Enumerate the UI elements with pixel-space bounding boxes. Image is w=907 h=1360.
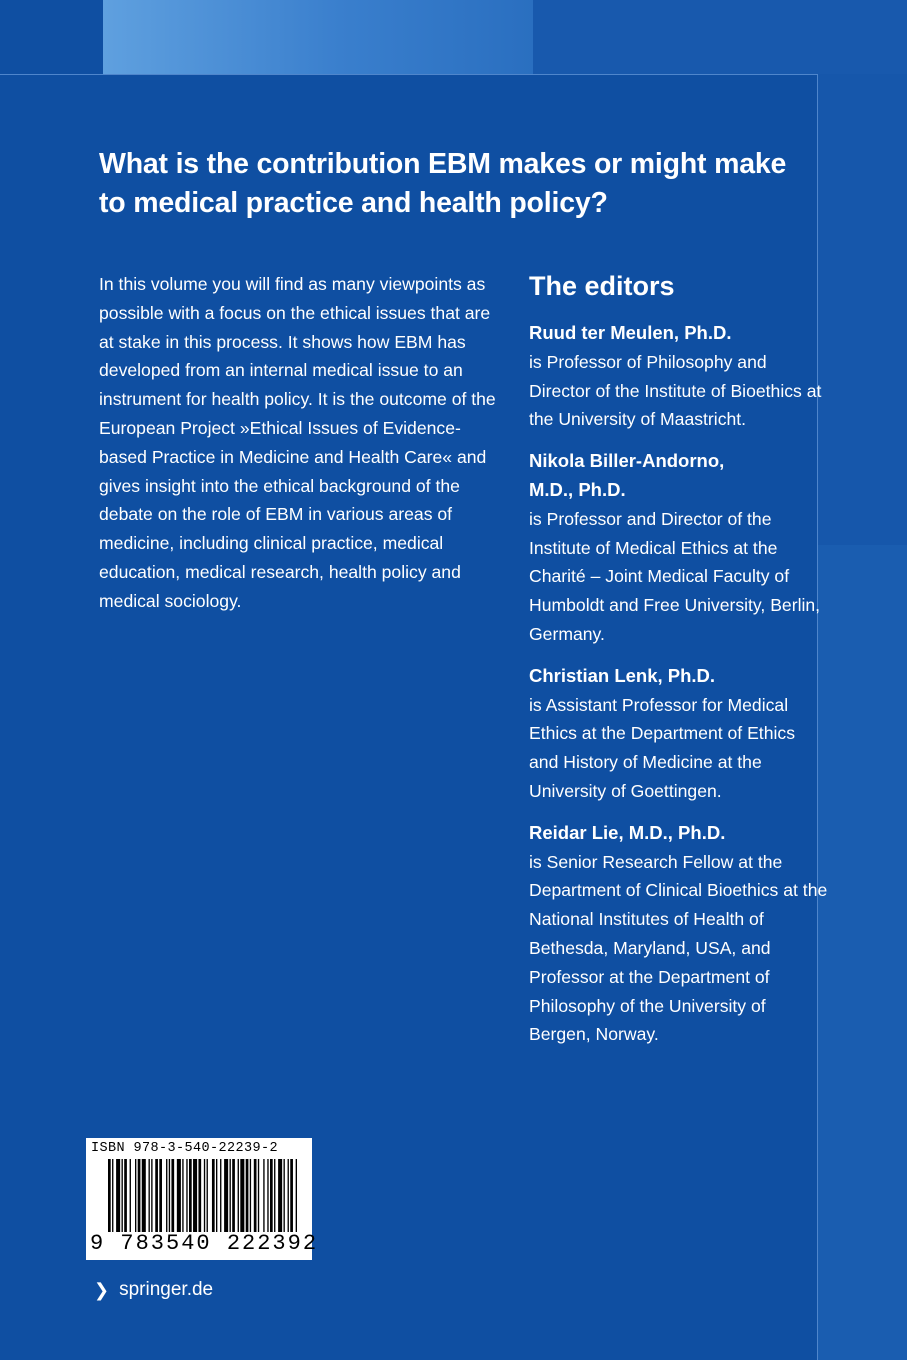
barcode-bar (116, 1159, 120, 1232)
barcode-bar (274, 1159, 275, 1232)
barcode-bar (250, 1159, 251, 1232)
editor-entry (529, 662, 829, 806)
barcode-bar (267, 1159, 268, 1232)
barcode-bar (232, 1159, 235, 1232)
isbn-barcode (86, 1138, 319, 1260)
editor-bio: is Professor of Philosophy and Director of the Institute of Bioethics at the University of Maastricht. (529, 351, 822, 430)
barcode-bar (124, 1159, 127, 1232)
barcode-bar (284, 1159, 285, 1232)
right-edge-band-lower (818, 545, 907, 1360)
barcode-bar (142, 1159, 146, 1232)
barcode-bar (151, 1159, 152, 1232)
barcode-bar (246, 1159, 249, 1232)
barcode-bar (278, 1159, 282, 1232)
editors-section (529, 268, 829, 1062)
editor-bio: is Assistant Professor for Medical Ethics at the Department of Ethics and History of Medicine at the University of Goettingen. (529, 694, 795, 801)
barcode-bar (135, 1159, 136, 1232)
top-light-band (103, 0, 533, 74)
barcode-digits: 9 783540 222392 (90, 1231, 319, 1256)
barcode-bar (288, 1159, 289, 1232)
barcode-bar (254, 1159, 257, 1232)
barcode-bar (263, 1159, 264, 1232)
top-right-band (533, 0, 907, 74)
description-blurb: In this volume you will find as many viewpoints as possible with a focus on the ethical issues that are at stake in this process. It shows how EBM has developed from an internal medical issue to an instrument for health policy. It is the outcome of the European Project »Ethical Issues of Evidence-based Practice in Medicine and Health Care« and gives insight into the ethical background of the debate on the role of EBM in various areas of medicine, including clinical practice, medical education, medical research, health policy and medical sociology. (99, 274, 496, 611)
barcode-bar (220, 1159, 221, 1232)
editor-name: Christian Lenk, Ph.D. (529, 664, 716, 686)
barcode-bar (238, 1159, 239, 1232)
barcode-bar (186, 1159, 187, 1232)
editors-title: The editors (529, 271, 675, 301)
barcode-bar (230, 1159, 231, 1232)
publisher-link[interactable] (94, 1277, 213, 1303)
barcode-bar (207, 1159, 208, 1232)
barcode-bar (189, 1159, 192, 1232)
barcode-bar (155, 1159, 158, 1232)
barcode-bar (112, 1159, 113, 1232)
editor-entry (529, 819, 829, 1049)
barcode-bar (193, 1159, 197, 1232)
publisher-link-text[interactable]: springer.de (119, 1279, 214, 1300)
barcode-bar (130, 1159, 131, 1232)
editor-entry (529, 447, 829, 649)
editor-bio: is Professor and Director of the Institute of Medical Ethics at the Charité – Joint Medical Faculty of Humboldt and Free University, Berlin, Germany. (529, 508, 821, 644)
barcode-bar (296, 1159, 297, 1232)
barcode-bar (138, 1159, 141, 1232)
editor-name: Ruud ter Meulen, Ph.D. (529, 322, 732, 343)
isbn-label: ISBN 978-3-540-22239-2 (91, 1141, 279, 1156)
barcode-bar (149, 1159, 150, 1232)
headline: What is the contribution EBM makes or might make to medical practice and health policy? (99, 148, 787, 219)
editor-name: Nikola Biller-Andorno, M.D., Ph.D. (529, 450, 725, 500)
barcode-bar (270, 1159, 273, 1232)
barcode-bar (224, 1159, 228, 1232)
barcode-bar (204, 1159, 205, 1232)
editor-bio: is Senior Research Fellow at the Department of Clinical Bioethics at the National Institutes of Health of Bethesda, Maryland, USA, and Professor at the Department of Philosophy of the University of Bergen, Norway. (529, 851, 828, 1045)
barcode-bar (159, 1159, 162, 1232)
editor-entry (529, 319, 829, 434)
barcode-bar (198, 1159, 201, 1232)
barcode-bar (177, 1159, 181, 1232)
editor-name: Reidar Lie, M.D., Ph.D. (529, 821, 726, 843)
barcode-bar (166, 1159, 167, 1232)
chevron-right-icon: ❯ (94, 1280, 110, 1300)
barcode-bar (182, 1159, 183, 1232)
barcode-bar (108, 1159, 111, 1232)
barcode-bar (212, 1159, 215, 1232)
barcode-bar (122, 1159, 123, 1232)
barcode-bar (216, 1159, 217, 1232)
barcode-bar (171, 1159, 174, 1232)
barcode-bar (290, 1159, 293, 1232)
barcode-bar (240, 1159, 244, 1232)
barcode-bar (258, 1159, 259, 1232)
barcode-bar (169, 1159, 170, 1232)
